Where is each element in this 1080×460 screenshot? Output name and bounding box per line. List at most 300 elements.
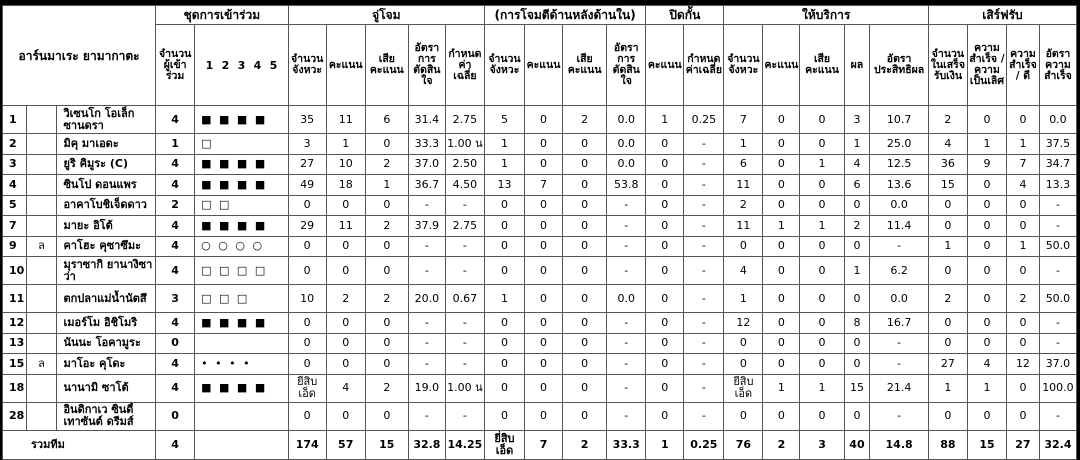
stat-cell: 11 <box>724 216 763 237</box>
stat-cell: 6 <box>365 106 408 134</box>
set-participation-marks: ■ ■ ■ ■ <box>195 216 289 237</box>
player-name: คาโฮะ คุซาซึมะ <box>57 236 156 257</box>
group-serve: ให้บริการ <box>724 6 929 25</box>
stat-cell: 0 <box>525 402 563 430</box>
group-participation: ชุดการเข้าร่วม <box>156 6 289 25</box>
stat-cell: 19.0 <box>408 374 445 402</box>
stat-cell: 8 <box>844 313 870 334</box>
stat-cell: 0 <box>646 402 684 430</box>
team-total-stat: ยี่สิบเอ็ด <box>484 430 524 459</box>
stat-cell: 0 <box>484 374 524 402</box>
player-number: 2 <box>3 134 27 155</box>
stat-cell: 0 <box>844 236 870 257</box>
stat-cell: - <box>445 195 484 216</box>
stat-cell: 13.3 <box>1039 175 1076 196</box>
stat-cell: 2 <box>326 285 365 313</box>
player-name: นานามิ ซาโต้ <box>57 374 156 402</box>
stat-cell: - <box>445 333 484 354</box>
libero-mark: ล <box>26 236 57 257</box>
stat-cell: 2 <box>928 106 967 134</box>
stat-cell: 5 <box>484 106 524 134</box>
player-number: 13 <box>3 333 27 354</box>
stat-cell: - <box>607 402 646 430</box>
stat-cell: 0 <box>967 285 1006 313</box>
stat-cell: 0 <box>365 236 408 257</box>
stat-cell: - <box>684 313 724 334</box>
participation-count: 4 <box>156 257 195 285</box>
stat-cell: 25.0 <box>870 134 929 155</box>
stat-cell: 11 <box>326 106 365 134</box>
table-row <box>3 134 1077 155</box>
team-total-stat: 14.25 <box>445 430 484 459</box>
stat-cell: 2 <box>844 216 870 237</box>
stat-cell: - <box>684 257 724 285</box>
stat-cell: 0 <box>967 175 1006 196</box>
stat-cell: 0 <box>484 216 524 237</box>
stat-cell: ยี่สิบเอ็ด <box>724 374 763 402</box>
player-name: มุราซากิ ยานางิซาว่า <box>57 257 156 285</box>
stat-cell: 1 <box>763 216 800 237</box>
stat-cell: ยี่สิบเอ็ด <box>288 374 326 402</box>
player-number: 15 <box>3 354 27 375</box>
stat-cell: 37.9 <box>408 216 445 237</box>
player-name: มาโอะ คุโดะ <box>57 354 156 375</box>
stat-cell: 0 <box>646 374 684 402</box>
stat-cell: 0 <box>288 354 326 375</box>
stat-cell: 0 <box>365 402 408 430</box>
stat-cell: 0 <box>800 402 844 430</box>
stat-cell: 1 <box>1007 236 1040 257</box>
stat-cell: 0 <box>563 402 607 430</box>
stat-cell: 0 <box>484 313 524 334</box>
team-total-row <box>3 430 1077 459</box>
set-participation-marks: ■ ■ ■ ■ <box>195 154 289 175</box>
stat-cell: 0 <box>724 236 763 257</box>
stat-cell: 0 <box>763 236 800 257</box>
stat-cell: - <box>870 236 929 257</box>
stat-cell: 0 <box>928 402 967 430</box>
stat-cell: 1 <box>646 106 684 134</box>
stat-cell: 0.0 <box>870 195 929 216</box>
stat-cell: 0 <box>928 257 967 285</box>
stat-cell: - <box>684 333 724 354</box>
player-name: วิเซนโก โอเล็กซานดรา <box>57 106 156 134</box>
stat-cell: - <box>684 134 724 155</box>
stat-cell: 0 <box>646 195 684 216</box>
participation-count: 4 <box>156 354 195 375</box>
stat-cell: 0 <box>563 195 607 216</box>
stat-cell: - <box>684 374 724 402</box>
stat-cell: 0 <box>563 313 607 334</box>
set-participation-marks <box>195 402 289 430</box>
stat-cell: 0 <box>928 195 967 216</box>
stat-cell: 2 <box>365 285 408 313</box>
stat-cell: - <box>684 402 724 430</box>
stat-cell: 2 <box>365 374 408 402</box>
stat-cell: 0 <box>484 236 524 257</box>
team-total-stat: 15 <box>967 430 1006 459</box>
stat-cell: 0 <box>967 216 1006 237</box>
stat-cell: 0 <box>646 257 684 285</box>
stat-cell: 0 <box>800 236 844 257</box>
stat-cell: 0 <box>525 257 563 285</box>
stat-cell: 0 <box>646 354 684 375</box>
stat-cell: 0 <box>326 257 365 285</box>
table-row <box>3 402 1077 430</box>
stat-cell: 0 <box>365 195 408 216</box>
stat-cell: 11 <box>326 216 365 237</box>
player-number: 12 <box>3 313 27 334</box>
libero-mark <box>26 257 57 285</box>
team-total-stat: 33.3 <box>607 430 646 459</box>
stat-cell: 36 <box>928 154 967 175</box>
stat-cell: 1 <box>844 257 870 285</box>
player-name: ซินโป ดอนแพร <box>57 175 156 196</box>
stat-cell: 33.3 <box>408 134 445 155</box>
stat-cell: 0 <box>1007 257 1040 285</box>
sub-header: เสียคะแนน <box>563 25 607 106</box>
stat-cell: 0 <box>763 134 800 155</box>
stat-cell: - <box>408 354 445 375</box>
stat-cell: 0 <box>967 257 1006 285</box>
stat-cell: 53.8 <box>607 175 646 196</box>
stat-cell: 0.0 <box>607 106 646 134</box>
libero-mark <box>26 134 57 155</box>
stat-cell: 1 <box>844 134 870 155</box>
team-total-sets-empty <box>195 430 289 459</box>
stat-cell: 34.7 <box>1039 154 1076 175</box>
sub-header: คะแนน <box>763 25 800 106</box>
stat-cell: 1 <box>928 236 967 257</box>
stat-cell: 2 <box>563 106 607 134</box>
stat-cell: - <box>607 216 646 237</box>
stat-cell: 50.0 <box>1039 236 1076 257</box>
libero-mark <box>26 333 57 354</box>
sub-header: จำนวนจังหวะ <box>288 25 326 106</box>
sub-header: จำนวนผู้เข้าร่วม <box>156 25 195 106</box>
participation-count: 4 <box>156 313 195 334</box>
stat-cell: 0 <box>646 285 684 313</box>
stat-cell: 0 <box>525 216 563 237</box>
stat-cell: 0 <box>288 313 326 334</box>
stat-cell: 0 <box>326 236 365 257</box>
team-total-stat: 2 <box>563 430 607 459</box>
team-total-stat: 0.25 <box>684 430 724 459</box>
table-row <box>3 175 1077 196</box>
table-row <box>3 257 1077 285</box>
stat-cell: 0 <box>646 216 684 237</box>
stat-cell: - <box>1039 195 1076 216</box>
stat-cell: 1 <box>763 374 800 402</box>
stat-cell: 3 <box>288 134 326 155</box>
stat-cell: 0 <box>928 333 967 354</box>
stat-cell: 12 <box>724 313 763 334</box>
stat-cell: 4.50 <box>445 175 484 196</box>
sub-header: อัตราความสำเร็จ <box>1039 25 1076 106</box>
libero-mark <box>26 106 57 134</box>
participation-count: 0 <box>156 333 195 354</box>
stat-cell: 0 <box>646 333 684 354</box>
player-number: 18 <box>3 374 27 402</box>
stat-cell: 1 <box>484 285 524 313</box>
stat-cell: 1 <box>724 134 763 155</box>
participation-count: 0 <box>156 402 195 430</box>
stat-cell: 0 <box>800 195 844 216</box>
set-participation-marks: ■ ■ ■ ■ <box>195 313 289 334</box>
sub-header: เสียคะแนน <box>800 25 844 106</box>
stat-cell: - <box>870 354 929 375</box>
stat-cell: 36.7 <box>408 175 445 196</box>
stat-cell: 0 <box>365 134 408 155</box>
team-name-header: อาร์นมาเระ ยามากาตะ <box>3 6 156 106</box>
stat-cell: 0 <box>288 333 326 354</box>
sub-header-sets <box>195 25 289 106</box>
stat-cell: 0 <box>763 333 800 354</box>
stat-cell: 0 <box>763 285 800 313</box>
stat-cell: - <box>408 236 445 257</box>
stat-cell: 0 <box>763 154 800 175</box>
stat-cell: 0 <box>563 333 607 354</box>
table-row <box>3 313 1077 334</box>
team-total-stat: 2 <box>763 430 800 459</box>
stat-cell: 37.0 <box>408 154 445 175</box>
volleyball-stats-table <box>2 5 1077 460</box>
group-attack: จู่โจม <box>288 6 484 25</box>
stat-cell: 0 <box>844 402 870 430</box>
stat-cell: 0 <box>484 354 524 375</box>
stat-cell: 0 <box>800 257 844 285</box>
team-total-stat: 27 <box>1007 430 1040 459</box>
stat-cell: - <box>684 175 724 196</box>
stat-cell: 11.4 <box>870 216 929 237</box>
stat-cell: 18 <box>326 175 365 196</box>
stat-cell: 10 <box>326 154 365 175</box>
stat-cell: - <box>607 257 646 285</box>
stat-cell: 0 <box>326 354 365 375</box>
stat-cell: 0 <box>563 257 607 285</box>
table-row <box>3 333 1077 354</box>
table-row <box>3 285 1077 313</box>
libero-mark <box>26 374 57 402</box>
stat-cell: 4 <box>326 374 365 402</box>
stat-cell: 0 <box>525 354 563 375</box>
libero-mark <box>26 154 57 175</box>
stat-cell: 29 <box>288 216 326 237</box>
stat-cell: 0 <box>646 236 684 257</box>
stat-cell: 0 <box>484 333 524 354</box>
stat-cell: 12 <box>1007 354 1040 375</box>
stat-cell: - <box>607 354 646 375</box>
stat-cell: 2 <box>1007 285 1040 313</box>
stat-cell: 0 <box>563 285 607 313</box>
stat-cell: - <box>445 402 484 430</box>
stat-cell: 0.0 <box>607 285 646 313</box>
stat-cell: 0.0 <box>1039 106 1076 134</box>
stat-cell: 1 <box>800 154 844 175</box>
sub-header: อัตราการตัดสินใจ <box>607 25 646 106</box>
set-participation-marks: ■ ■ ■ ■ <box>195 374 289 402</box>
set-4-header: 4 <box>253 58 262 72</box>
stat-cell: 0 <box>525 154 563 175</box>
stat-cell: 0 <box>525 374 563 402</box>
stat-cell: 0 <box>525 134 563 155</box>
stat-cell: 21.4 <box>870 374 929 402</box>
stat-cell: 2.50 <box>445 154 484 175</box>
stat-cell: - <box>408 313 445 334</box>
stat-cell: 0 <box>800 313 844 334</box>
libero-mark: ล <box>26 354 57 375</box>
stat-cell: 0.0 <box>870 285 929 313</box>
stat-cell: 2 <box>365 154 408 175</box>
stat-cell: 0 <box>646 313 684 334</box>
stat-cell: 0.67 <box>445 285 484 313</box>
stat-cell: 0 <box>525 313 563 334</box>
team-total-stat: 14.8 <box>870 430 929 459</box>
stat-cell: 0 <box>563 374 607 402</box>
group-block: ปิดกั้น <box>646 6 724 25</box>
stat-cell: 0 <box>484 402 524 430</box>
stat-cell: 0 <box>763 402 800 430</box>
sub-header: จำนวนจังหวะ <box>484 25 524 106</box>
team-total-stat: 32.4 <box>1039 430 1076 459</box>
libero-mark <box>26 313 57 334</box>
stat-cell: 3 <box>844 106 870 134</box>
stat-cell: 0 <box>800 106 844 134</box>
table-row <box>3 216 1077 237</box>
stat-cell: 4 <box>967 354 1006 375</box>
participation-count: 2 <box>156 195 195 216</box>
libero-mark <box>26 175 57 196</box>
team-total-stat: 15 <box>365 430 408 459</box>
sub-header: อัตราการตัดสินใจ <box>408 25 445 106</box>
stat-cell: - <box>607 313 646 334</box>
team-total-stat: 76 <box>724 430 763 459</box>
stat-cell: 0 <box>563 354 607 375</box>
stat-cell: 2 <box>724 195 763 216</box>
sub-header: จำนวนจังหวะ <box>724 25 763 106</box>
stat-cell: 7 <box>1007 154 1040 175</box>
stat-cell: - <box>1039 402 1076 430</box>
stat-cell: - <box>408 257 445 285</box>
stat-cell: - <box>408 402 445 430</box>
participation-count: 3 <box>156 285 195 313</box>
stat-cell: 0 <box>724 402 763 430</box>
stat-cell: 0 <box>967 402 1006 430</box>
stat-cell: 0 <box>525 195 563 216</box>
stat-cell: - <box>1039 333 1076 354</box>
stat-cell: 1 <box>724 285 763 313</box>
stat-cell: 1 <box>484 134 524 155</box>
stat-cell: - <box>445 257 484 285</box>
stat-cell: 10.7 <box>870 106 929 134</box>
stat-cell: 0 <box>800 175 844 196</box>
stat-cell: 15 <box>844 374 870 402</box>
set-participation-marks: ■ ■ ■ ■ <box>195 175 289 196</box>
stat-cell: 50.0 <box>1039 285 1076 313</box>
stat-cell: 1 <box>928 374 967 402</box>
set-participation-marks: □ □ □ <box>195 285 289 313</box>
stat-cell: 7 <box>525 175 563 196</box>
stat-cell: 0 <box>800 134 844 155</box>
stat-cell: 0 <box>844 285 870 313</box>
stat-cell: 0 <box>1007 216 1040 237</box>
player-number: 1 <box>3 106 27 134</box>
player-name: มิคุ มาเอดะ <box>57 134 156 155</box>
sub-header: คะแนน <box>525 25 563 106</box>
stat-cell: 0 <box>365 354 408 375</box>
participation-count: 4 <box>156 106 195 134</box>
stat-cell: 0 <box>763 257 800 285</box>
stat-cell: 0 <box>525 333 563 354</box>
team-total-label: รวมทีม <box>3 430 156 459</box>
set-2-header: 2 <box>221 58 230 72</box>
stat-cell: 13.6 <box>870 175 929 196</box>
stat-cell: 1 <box>967 134 1006 155</box>
stat-cell: 0 <box>967 313 1006 334</box>
stat-cell: 0 <box>326 195 365 216</box>
stat-cell: - <box>607 333 646 354</box>
set-participation-marks: ■ ■ ■ ■ <box>195 106 289 134</box>
stat-cell: 1 <box>967 374 1006 402</box>
stat-cell: 6.2 <box>870 257 929 285</box>
stat-cell: 0 <box>563 216 607 237</box>
sub-header: อัตราประสิทธิผล <box>870 25 929 106</box>
stat-cell: - <box>684 285 724 313</box>
stat-cell: 27 <box>288 154 326 175</box>
stat-cell: 0 <box>563 236 607 257</box>
sub-header: เสียคะแนน <box>365 25 408 106</box>
team-total-stat: 7 <box>525 430 563 459</box>
stat-cell: 0 <box>928 313 967 334</box>
sub-header: คะแนน <box>646 25 684 106</box>
stat-cell: 1 <box>484 154 524 175</box>
stat-cell: 27 <box>928 354 967 375</box>
stat-cell: 7 <box>724 106 763 134</box>
stat-cell: - <box>684 154 724 175</box>
stat-cell: 0 <box>563 154 607 175</box>
stat-cell: 0 <box>1007 313 1040 334</box>
player-number: 4 <box>3 175 27 196</box>
player-name: เมอร์โม อิชิโมริ <box>57 313 156 334</box>
stat-cell: 0 <box>844 195 870 216</box>
stat-cell: 0 <box>646 134 684 155</box>
stat-cell: 15 <box>928 175 967 196</box>
stat-cell: 37.0 <box>1039 354 1076 375</box>
stat-cell: 6 <box>844 175 870 196</box>
stat-cell: 1 <box>365 175 408 196</box>
player-name: อาคาโบชิเจ็ดดาว <box>57 195 156 216</box>
player-name: ยูริ คิมูระ (C) <box>57 154 156 175</box>
libero-mark <box>26 216 57 237</box>
stat-cell: 16.7 <box>870 313 929 334</box>
stat-cell: 1.00 น <box>445 374 484 402</box>
stat-cell: 0 <box>646 175 684 196</box>
stat-cell: - <box>607 236 646 257</box>
player-number: 28 <box>3 402 27 430</box>
participation-count: 4 <box>156 236 195 257</box>
stat-cell: 0 <box>844 354 870 375</box>
player-number: 5 <box>3 195 27 216</box>
stat-cell: 2 <box>928 285 967 313</box>
stat-cell: 37.5 <box>1039 134 1076 155</box>
participation-count: 4 <box>156 216 195 237</box>
stat-cell: 0 <box>967 333 1006 354</box>
table-row <box>3 154 1077 175</box>
stat-cell: - <box>607 195 646 216</box>
player-name: นันนะ โอคามูระ <box>57 333 156 354</box>
stat-cell: 0 <box>288 195 326 216</box>
stat-cell: 2.75 <box>445 216 484 237</box>
